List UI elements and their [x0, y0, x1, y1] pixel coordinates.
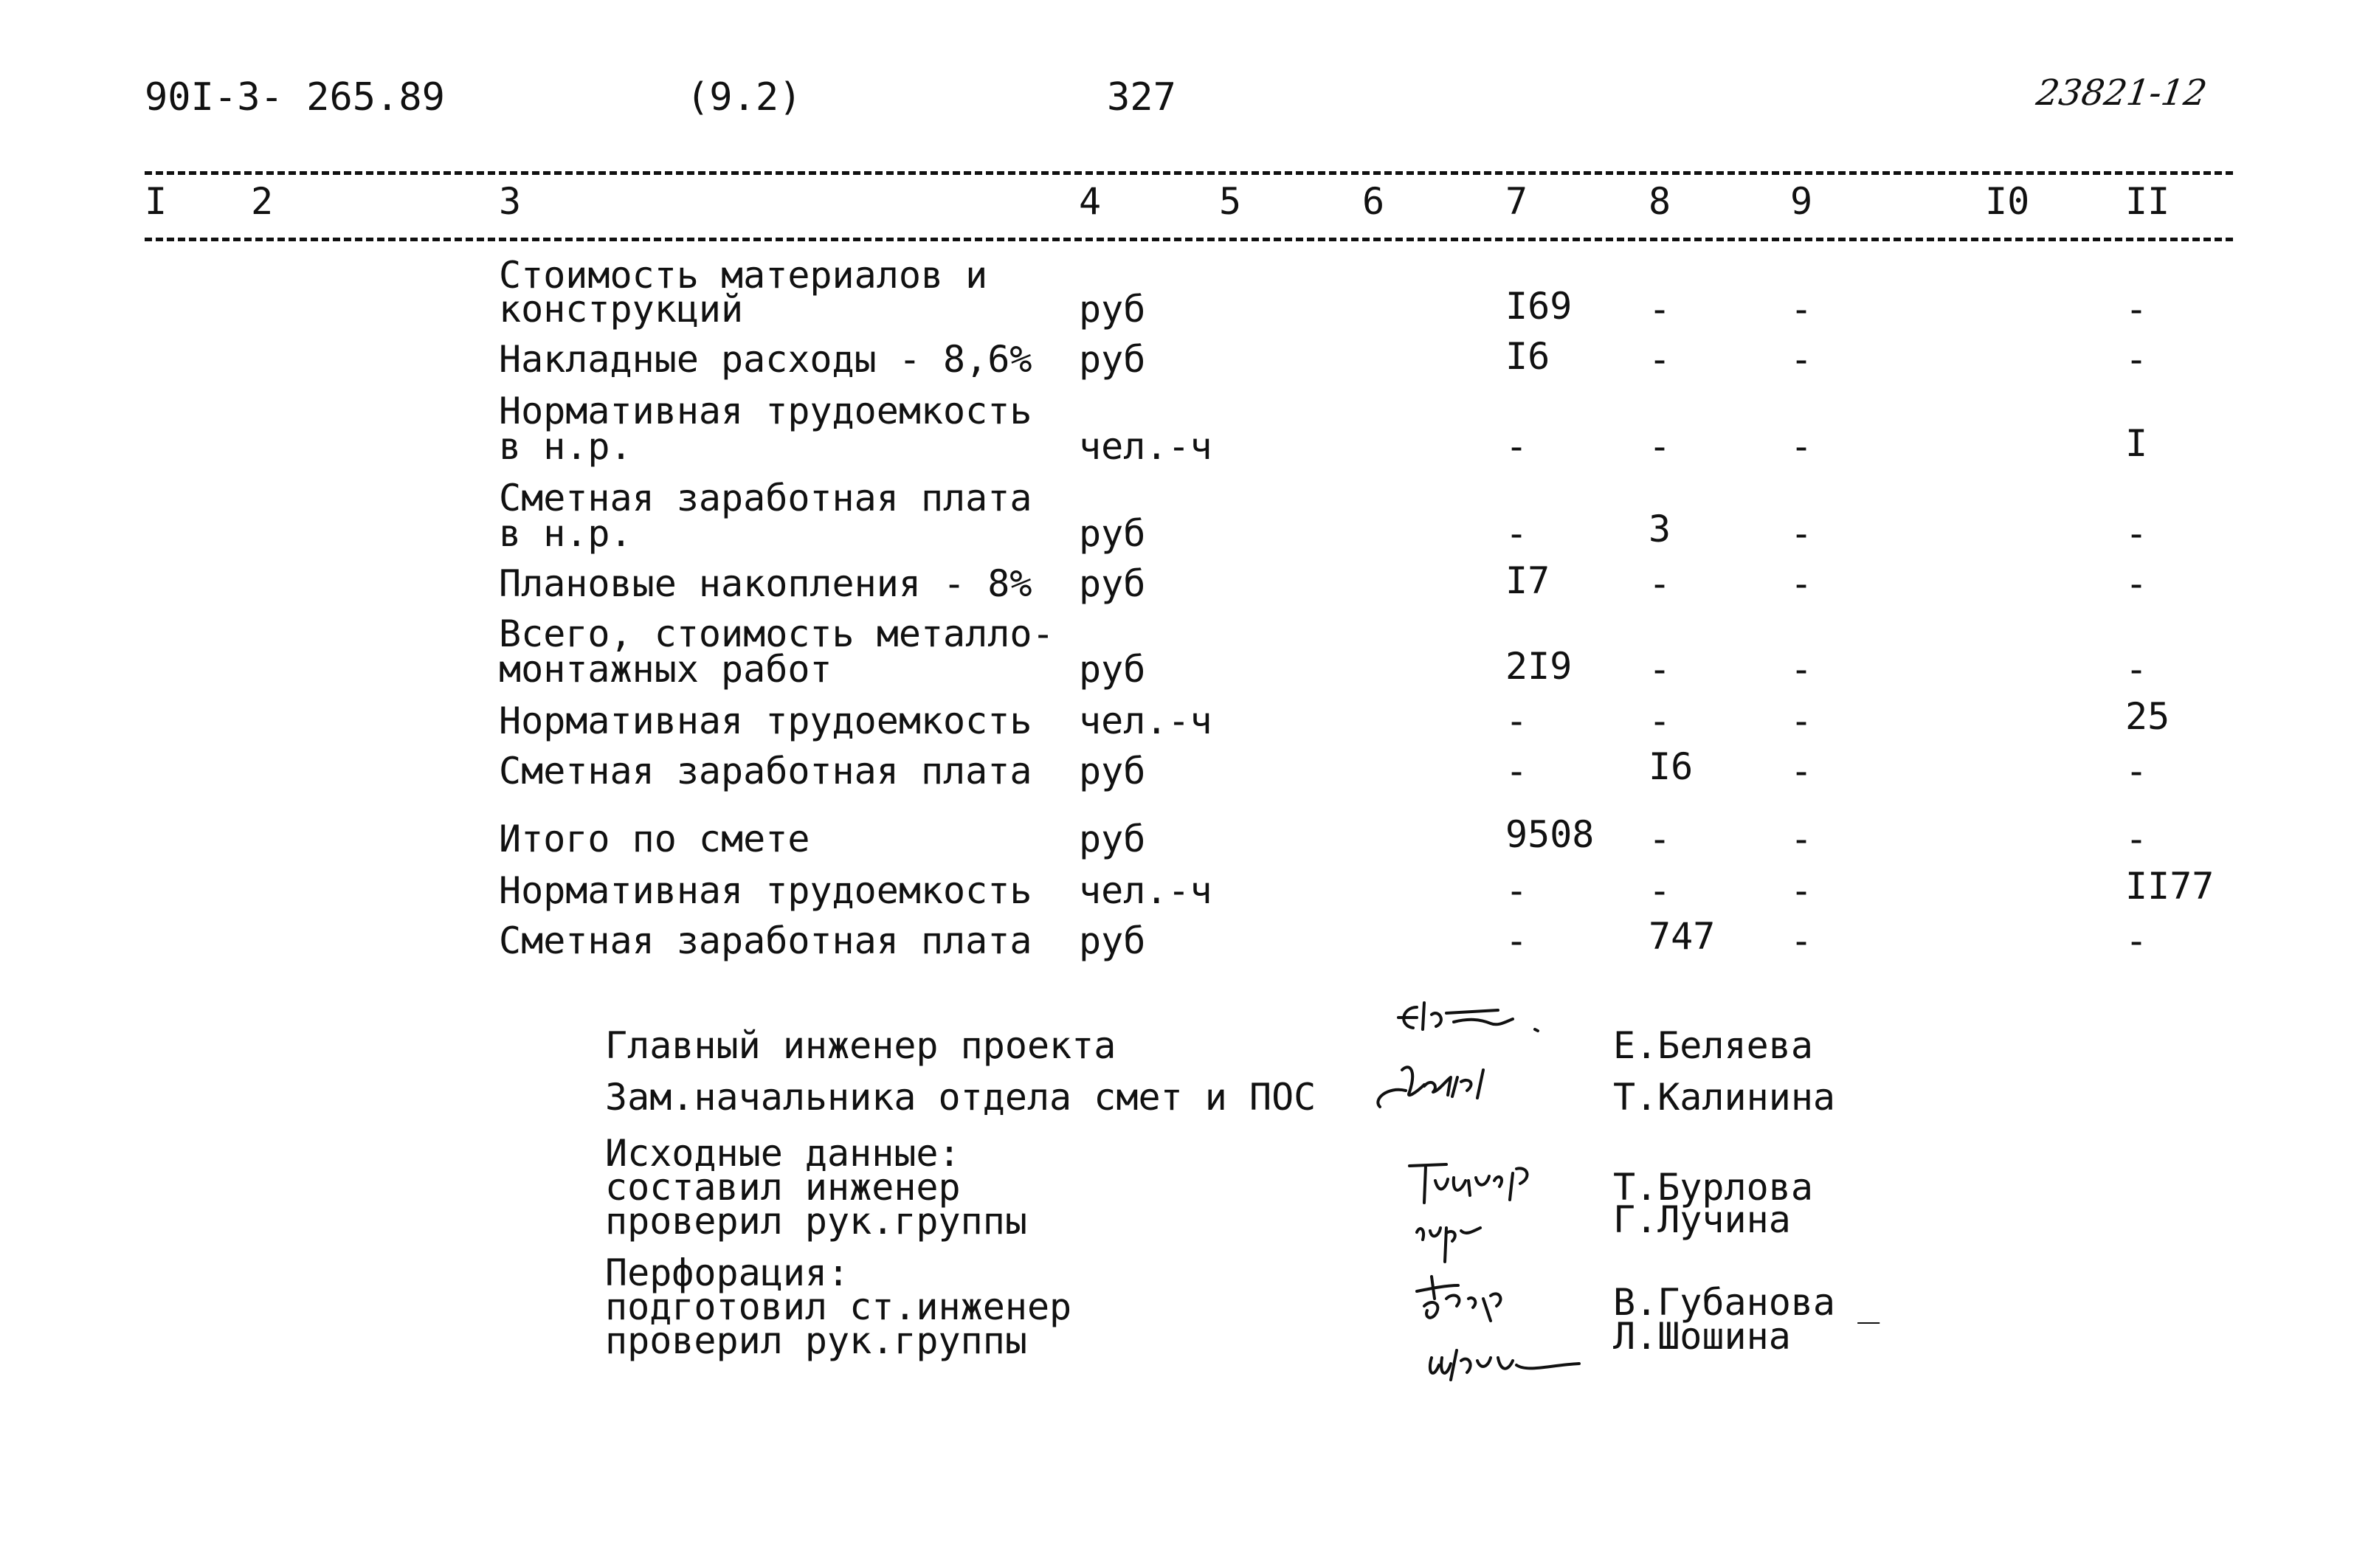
- document-code: 90I-3- 265.89: [145, 75, 445, 120]
- row-col8: -: [1649, 700, 1671, 742]
- row-col9: -: [1790, 818, 1813, 860]
- deputy-head-name: Т.Калинина: [1613, 1076, 1836, 1119]
- row-col9: -: [1790, 919, 1813, 962]
- row-col8: -: [1649, 562, 1671, 605]
- row-col11: -: [2125, 919, 2148, 962]
- deputy-head-title: Зам.начальника отдела смет и ПОС: [605, 1076, 1316, 1119]
- row-label-line1: Нормативная трудоемкость: [499, 390, 1032, 432]
- row-unit: руб: [1079, 338, 1146, 381]
- row-col7: -: [1505, 919, 1528, 962]
- source-checked-role: проверил рук.группы: [605, 1200, 1027, 1243]
- chief-engineer-title: Главный инженер проекта: [605, 1024, 1116, 1067]
- row-col7: I6: [1505, 335, 1550, 378]
- row-col9: -: [1790, 425, 1813, 468]
- row-label-line2: в н.р.: [499, 512, 632, 555]
- row-col8: 3: [1649, 508, 1671, 550]
- row-col7: I69: [1505, 285, 1573, 328]
- page-number: 327: [1107, 75, 1176, 120]
- row-col11: -: [2125, 512, 2148, 555]
- signature-luchina: [1409, 1210, 1557, 1269]
- row-col8: -: [1649, 648, 1671, 691]
- row-col8: 747: [1649, 915, 1716, 958]
- row-unit: руб: [1079, 818, 1146, 860]
- row-label-line2: в н.р.: [499, 425, 632, 468]
- row-col9: -: [1790, 288, 1813, 331]
- row-unit: руб: [1079, 562, 1146, 605]
- row-label-line1: Сметная заработная плата: [499, 477, 1032, 519]
- column-number: 9: [1790, 180, 1813, 223]
- perforation-prepared-name: В.Губанова _: [1613, 1281, 1880, 1324]
- row-col9: -: [1790, 648, 1813, 691]
- source-compiled-name: Т.Бурлова: [1613, 1166, 1813, 1209]
- row-label-line1: Нормативная трудоемкость: [499, 869, 1032, 912]
- row-label-line1: Накладные расходы - 8,6%: [499, 338, 1032, 381]
- row-label-line1: Всего, стоимость металло-: [499, 612, 1055, 655]
- row-unit: руб: [1079, 750, 1146, 792]
- column-number: I: [145, 180, 168, 223]
- row-col9: -: [1790, 750, 1813, 792]
- row-col11: 25: [2125, 695, 2170, 738]
- perforation-checked-name: Л.Шошина: [1613, 1315, 1791, 1358]
- row-col11: -: [2125, 288, 2148, 331]
- row-col11: -: [2125, 818, 2148, 860]
- row-label-line1: Сметная заработная плата: [499, 919, 1032, 962]
- row-col7: 9508: [1505, 813, 1595, 856]
- row-unit: чел.-ч: [1079, 700, 1212, 742]
- row-col9: -: [1790, 700, 1813, 742]
- row-unit: руб: [1079, 512, 1146, 555]
- row-col11: II77: [2125, 865, 2215, 908]
- column-number: 8: [1649, 180, 1671, 223]
- row-unit: чел.-ч: [1079, 869, 1212, 912]
- row-unit: чел.-ч: [1079, 425, 1212, 468]
- row-col7: -: [1505, 425, 1528, 468]
- row-unit: руб: [1079, 919, 1146, 962]
- row-label-line2: монтажных работ: [499, 648, 832, 691]
- perforation-heading: Перфорация:: [605, 1251, 850, 1294]
- source-checked-name: Г.Лучина: [1613, 1198, 1791, 1241]
- column-number: 7: [1505, 180, 1528, 223]
- row-label-line1: Сметная заработная плата: [499, 750, 1032, 792]
- row-label-line1: Нормативная трудоемкость: [499, 700, 1032, 742]
- row-col11: -: [2125, 562, 2148, 605]
- row-label-line2: конструкций: [499, 288, 744, 331]
- row-label-line1: Плановые накопления - 8%: [499, 562, 1032, 605]
- row-col7: 2I9: [1505, 645, 1573, 688]
- row-col8: -: [1649, 288, 1671, 331]
- row-unit: руб: [1079, 288, 1146, 331]
- section-number: (9.2): [686, 75, 802, 120]
- row-col7: -: [1505, 700, 1528, 742]
- perforation-prepared-role: подготовил ст.инженер: [605, 1285, 1072, 1328]
- row-col7: -: [1505, 750, 1528, 792]
- row-col7: I7: [1505, 559, 1550, 602]
- row-label-line1: Стоимость материалов и: [499, 254, 988, 297]
- row-col11: I: [2125, 422, 2148, 465]
- column-header-dashed-rule: [145, 238, 2233, 241]
- column-number: 2: [251, 180, 274, 223]
- row-col7: -: [1505, 512, 1528, 555]
- top-dashed-rule: [145, 171, 2233, 175]
- row-label-line1: Итого по смете: [499, 818, 810, 860]
- row-col9: -: [1790, 869, 1813, 912]
- row-col9: -: [1790, 512, 1813, 555]
- perforation-checked-role: проверил рук.группы: [605, 1319, 1027, 1362]
- signature-kalinina: [1365, 1048, 1557, 1122]
- row-col8: -: [1649, 425, 1671, 468]
- row-col8: -: [1649, 869, 1671, 912]
- row-col8: -: [1649, 338, 1671, 381]
- row-col11: -: [2125, 338, 2148, 381]
- row-col9: -: [1790, 338, 1813, 381]
- column-number: 4: [1079, 180, 1102, 223]
- row-unit: руб: [1079, 648, 1146, 691]
- column-number: 3: [499, 180, 522, 223]
- column-number: 5: [1219, 180, 1242, 223]
- row-col8: -: [1649, 818, 1671, 860]
- source-compiled-role: составил инженер: [605, 1166, 961, 1209]
- row-col7: -: [1505, 869, 1528, 912]
- column-number: II: [2125, 180, 2170, 223]
- column-number: 6: [1362, 180, 1385, 223]
- chief-engineer-name: Е.Беляева: [1613, 1024, 1813, 1067]
- row-col11: -: [2125, 648, 2148, 691]
- row-col11: -: [2125, 750, 2148, 792]
- handwritten-reference: 23821-12: [2034, 72, 2209, 114]
- source-data-heading: Исходные данные:: [605, 1132, 961, 1175]
- row-col8: I6: [1649, 745, 1694, 788]
- column-number: I0: [1985, 180, 2030, 223]
- signature-shoshina: [1417, 1328, 1638, 1409]
- row-col9: -: [1790, 562, 1813, 605]
